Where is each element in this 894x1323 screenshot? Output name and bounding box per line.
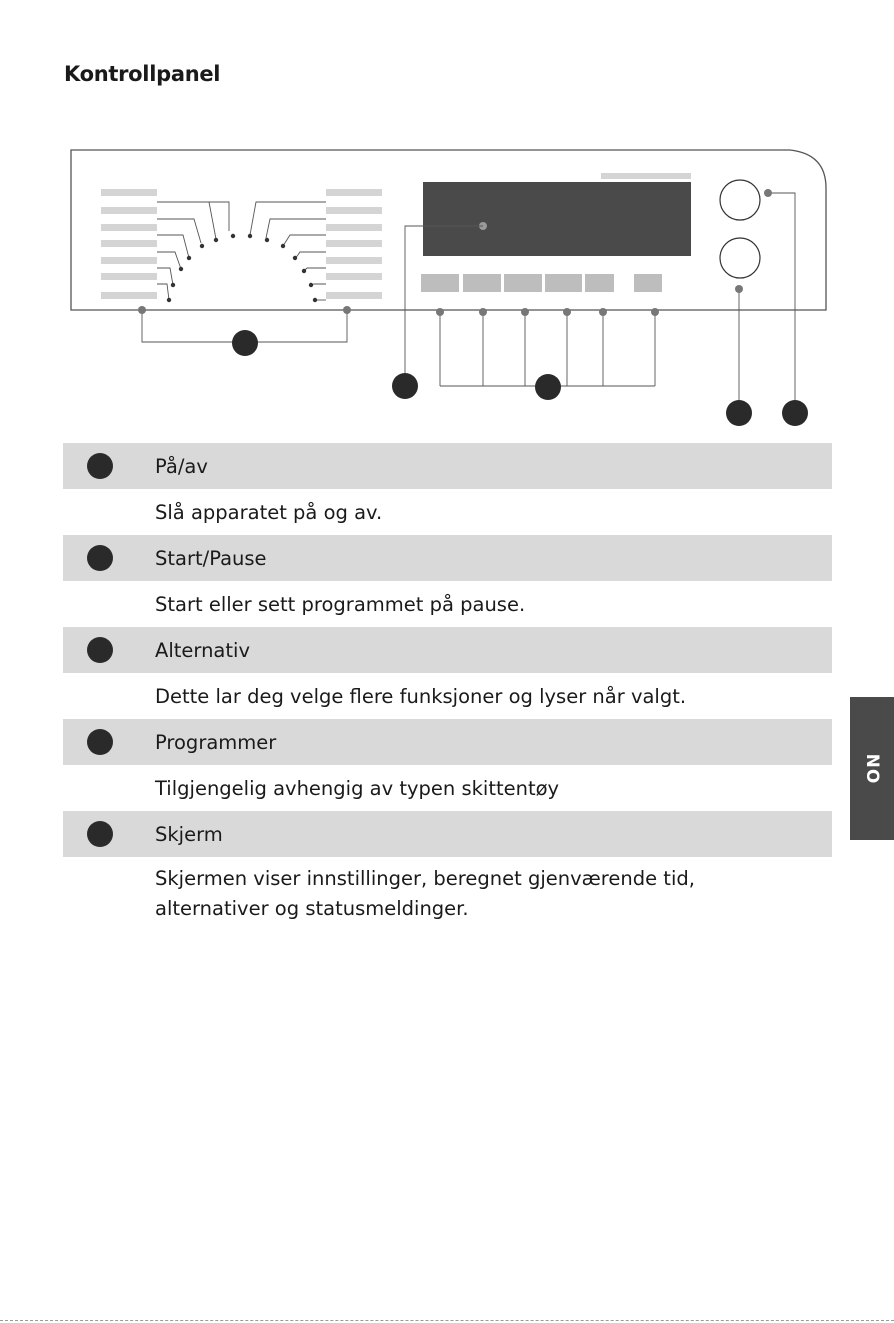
legend-heading-row	[63, 443, 832, 489]
start-knob	[720, 238, 760, 278]
legend-description: Start eller sett programmet på pause.	[155, 593, 526, 616]
legend-heading-row	[63, 811, 832, 857]
callout-bullet	[87, 637, 113, 663]
legend-heading: Alternativ	[155, 639, 250, 662]
legend-heading: Start/Pause	[155, 547, 267, 570]
language-tab-label: NO	[862, 753, 882, 784]
callout-display	[392, 373, 418, 399]
legend-description-row	[63, 673, 832, 719]
legend-description: Dette lar deg velge flere funksjoner og lyser når valgt.	[155, 685, 687, 708]
legend-heading-row	[63, 627, 832, 673]
callout-power	[782, 400, 808, 426]
legend-heading: Programmer	[155, 731, 277, 754]
page-title: Kontrollpanel	[64, 62, 221, 86]
legend-description: Skjermen viser innstillinger, beregnet gjenværende tid, alternativer og statusmeldinger.	[155, 867, 695, 920]
callout-programs	[232, 330, 258, 356]
display-screen	[423, 182, 691, 256]
legend-heading: På/av	[155, 455, 208, 478]
legend-heading-row	[63, 719, 832, 765]
display-strip	[601, 173, 691, 179]
legend-description-row	[63, 765, 832, 811]
page-bottom-divider	[0, 1320, 894, 1321]
power-knob	[720, 180, 760, 220]
callout-start-pause	[726, 400, 752, 426]
callout-options	[535, 374, 561, 400]
callout-bullet	[87, 821, 113, 847]
legend-heading: Skjerm	[155, 823, 223, 846]
legend-description: Slå apparatet på og av.	[155, 501, 383, 524]
legend-description-row	[63, 857, 832, 927]
legend-description: Tilgjengelig avhengig av typen skittentøy	[155, 777, 560, 800]
callout-bullet	[87, 729, 113, 755]
callout-bullet	[87, 453, 113, 479]
legend-description-row	[63, 489, 832, 535]
legend-list	[63, 443, 832, 927]
language-tab	[850, 697, 894, 840]
callout-bullet	[87, 545, 113, 571]
legend-description-row	[63, 581, 832, 627]
control-panel-diagram	[0, 140, 894, 440]
legend-heading-row	[63, 535, 832, 581]
